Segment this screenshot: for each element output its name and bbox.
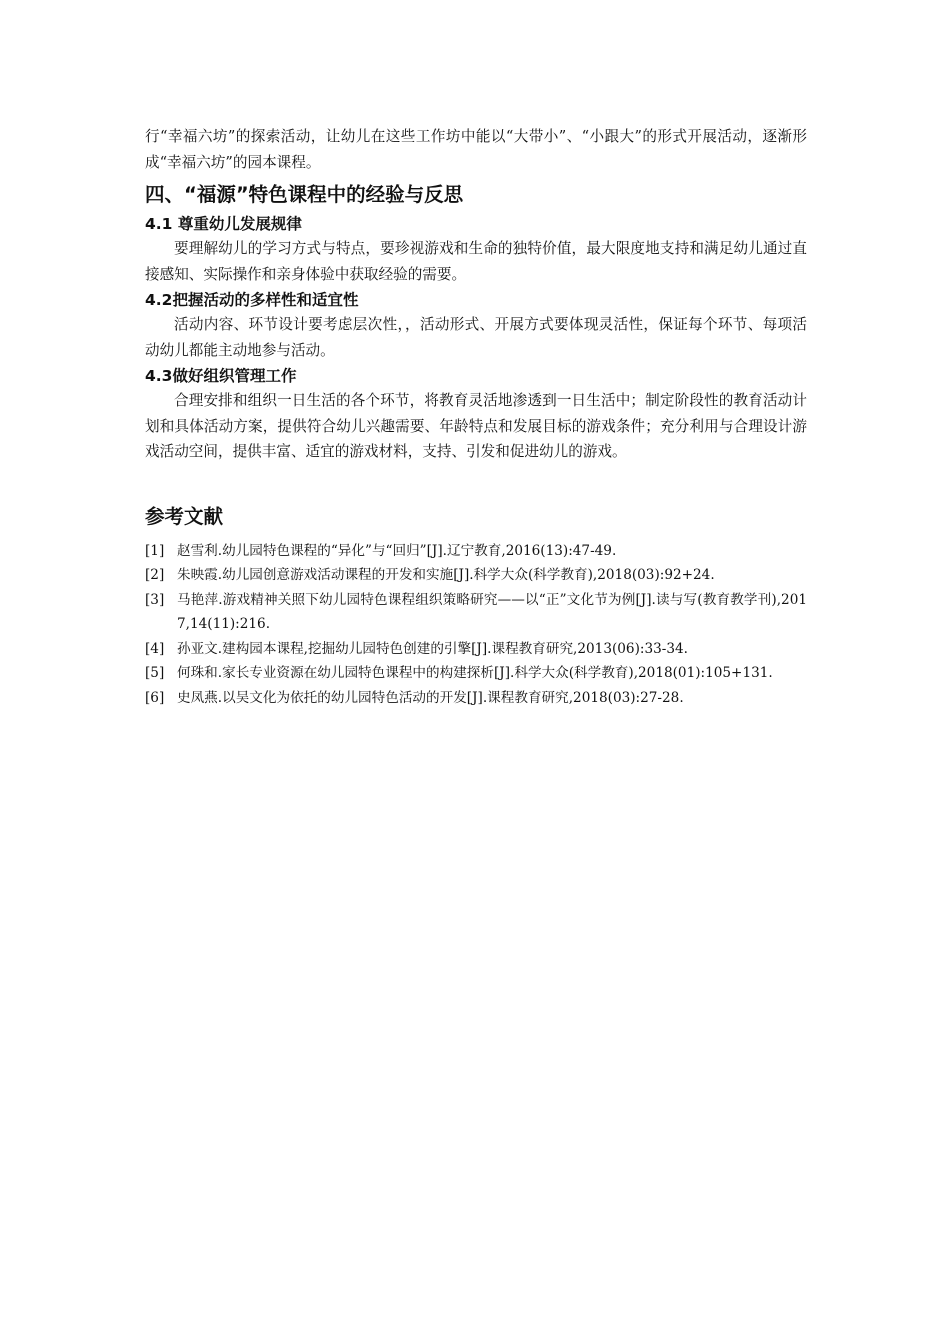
- reference-number: [4]: [145, 640, 165, 657]
- section-title: 四、“福源”特色课程中的经验与反思: [145, 183, 464, 206]
- subsection-4-2: [145, 289, 807, 363]
- references-title: 参考文献: [145, 504, 224, 528]
- reference-number: [2]: [145, 567, 165, 583]
- subsection-body: 合理安排和组织一日生活的各个环节，将教育灵活地渗透到一日生活中；制定阶段性的教育活动计划和具体活动方案，提供符合幼儿兴趣需要、年龄特点和发展目标的游戏条件；充分利用与合理设计游戏活动空间，提供丰富、适宜的游戏材料，支持、引发和促进幼儿的游戏。: [145, 392, 807, 460]
- subsection-4-1: [145, 213, 807, 287]
- reference-text: 孙亚文.建构园本课程,挖掘幼儿园特色创建的引擎[J].课程教育研究,2013(06):33-34.: [177, 640, 688, 657]
- intro-paragraph: 行“幸福六坊”的探索活动，让幼儿在这些工作坊中能以“大带小”、“小跟大”的形式开展活动，逐渐形成“幸福六坊”的园本课程。: [145, 128, 807, 171]
- reference-item: [145, 637, 807, 662]
- reference-item: [145, 686, 807, 711]
- reference-text: 赵雪利.幼儿园特色课程的“异化”与“回归”[J].辽宁教育,2016(13):47-49.: [177, 542, 617, 559]
- reference-text: 朱映霞.幼儿园创意游戏活动课程的开发和实施[J].科学大众(科学教育),2018(03):92+24.: [177, 567, 715, 583]
- subsection-body: 要理解幼儿的学习方式与特点，要珍视游戏和生命的独特价值，最大限度地支持和满足幼儿通过直接感知、实际操作和亲身体验中获取经验的需要。: [145, 240, 807, 283]
- reference-number: [6]: [145, 689, 165, 706]
- reference-text: 何珠和.家长专业资源在幼儿园特色课程中的构建探析[J].科学大众(科学教育),2018(01):105+131.: [177, 665, 773, 681]
- document-page: [145, 124, 807, 710]
- subsection-body: 活动内容、环节设计要考虑层次性，，活动形式、开展方式要体现灵活性，保证每个环节、每项活动幼儿都能主动地参与活动。: [145, 316, 807, 359]
- reference-list: [145, 539, 807, 711]
- reference-item: [145, 661, 807, 686]
- subsection-title: 4.1 尊重幼儿发展规律: [145, 215, 302, 233]
- reference-number: [3]: [145, 591, 165, 608]
- reference-item: [145, 539, 807, 564]
- subsection-title: 4.3做好组织管理工作: [145, 367, 297, 385]
- subsection-title: 4.2把握活动的多样性和适宜性: [145, 291, 359, 309]
- reference-item: [145, 563, 807, 588]
- reference-text: 史凤燕.以吴文化为依托的幼儿园特色活动的开发[J].课程教育研究,2018(03):27-28.: [177, 689, 684, 706]
- reference-number: [1]: [145, 542, 165, 559]
- reference-number: [5]: [145, 665, 165, 681]
- reference-text: 马艳萍.游戏精神关照下幼儿园特色课程组织策略研究——以“正”文化节为例[J].读与写(教育教学刊),2017,14(11):216.: [177, 591, 807, 632]
- reference-item: [145, 588, 807, 637]
- subsection-4-3: [145, 365, 807, 465]
